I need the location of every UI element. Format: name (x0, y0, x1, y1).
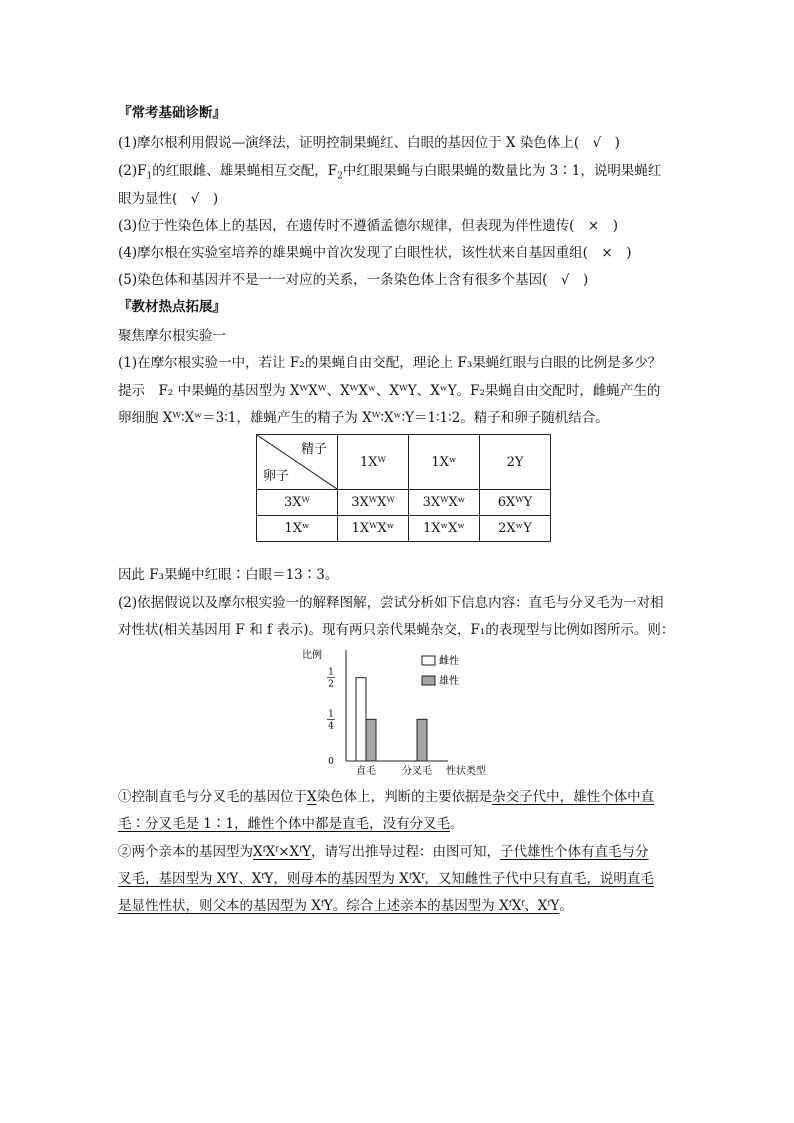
hint-line-2: 卵细胞 Xᵂ∶Xʷ＝3∶1，雄蝇产生的精子为 Xᵂ∶Xʷ∶Y＝1∶1∶2。精子和卵子随机结合。 (118, 410, 609, 426)
y-tick-label: 0 (328, 757, 334, 767)
legend-swatch (422, 656, 435, 665)
table-header-row (257, 435, 551, 490)
punnett-table (256, 434, 551, 542)
bar (366, 719, 376, 761)
statement-2-line-2: 眼为显性( √ ) (118, 191, 219, 207)
y-tick-numerator: 1 (328, 709, 334, 720)
answer-2-line-2: 叉毛，基因型为 XᶠY、XᶠY，则母本的基因型为 XᶠXᶠ，又知雌性子代中只有直毛，说明直毛 (118, 871, 654, 887)
x-axis-label: 性状类型 (446, 766, 486, 777)
table-col-head: 1Xᵂ (338, 435, 409, 490)
table-col-head: 1Xʷ (409, 435, 480, 490)
y-axis-label: 比例 (302, 650, 322, 661)
table-cell: 3XᵂXᵂ (338, 490, 409, 516)
question-2-line-2: 对性状(相关基因用 F 和 f 表示)。现有两只亲代果蝇杂交，F₁的表现型与比例如图所示。则： (118, 622, 675, 638)
statement-4: (4)摩尔根在实验室培养的雄果蝇中首次发现了白眼性状，该性状来自基因重组( × ) (118, 245, 632, 261)
question-2-line-1: (2)依据假说以及摩尔根实验一的解释图解，尝试分析如下信息内容：直毛与分叉毛为一对相 (118, 595, 664, 611)
question-1: (1)在摩尔根实验一中，若让 F₂的果蝇自由交配，理论上 F₃果蝇红眼与白眼的比例是多少？ (118, 355, 662, 371)
statement-1: (1)摩尔根利用假说—演绎法，证明控制果蝇红、白眼的基因位于 X 染色体上( √ ) (118, 135, 620, 151)
corner-label-egg: 卵子 (263, 469, 290, 484)
statement-2-line-1: $(2)F_1$的红眼雌、雄果蝇相互交配，$F_2$中红眼果蝇与白眼果蝇的数量比为 3∶1，说明果蝇红 (118, 163, 662, 182)
table-row (257, 516, 551, 542)
table-row-head: 1Xʷ (257, 516, 338, 542)
x-tick-label: 直毛 (356, 766, 376, 777)
statement-5: (5)染色体和基因并不是一一对应的关系，一条染色体上含有很多个基因( √ ) (118, 272, 589, 288)
table-row-head: 3Xᵂ (257, 490, 338, 516)
answer-1-line-2: 毛∶分叉毛是 1∶1，雌性个体中都是直毛，没有分叉毛。 (118, 816, 464, 832)
answer-2-line-1: ②两个亲本的基因型为XᶠXᶠ×XᶠY，请写出推导过程：由图可知，子代雄性个体有直毛与分 (118, 844, 649, 860)
focus-title: 聚焦摩尔根实验一 (118, 328, 226, 344)
bar (356, 678, 366, 761)
table-cell: 1XʷXʷ (409, 516, 480, 542)
answer-1-line-1: ①控制直毛与分叉毛的基因位于X染色体上，判断的主要依据是杂交子代中，雄性个体中直 (118, 789, 655, 805)
section-heading-basic-diagnosis: 『常考基础诊断』 (118, 105, 226, 121)
table-col-head: 2Y (480, 435, 551, 490)
table-cell: 2XʷY (480, 516, 551, 542)
y-tick-denominator: 4 (328, 721, 334, 732)
answer-2-line-3: 是显性性状，则父本的基因型为 XᶠY。综合上述亲本的基因型为 XᶠXᶠ、XᶠY。 (118, 898, 573, 914)
legend-swatch (422, 676, 435, 685)
y-tick-numerator: 1 (328, 667, 334, 678)
bar (417, 719, 427, 761)
table-cell: 1XᵂXʷ (338, 516, 409, 542)
y-tick-denominator: 2 (328, 679, 334, 690)
legend-label: 雄性 (439, 676, 459, 687)
trait-ratio-bar-chart (300, 640, 500, 780)
statement-3: (3)位于性染色体上的基因，在遗传时不遵循孟德尔规律，但表现为伴性遗传( × ) (118, 218, 618, 234)
legend-label: 雌性 (439, 656, 459, 667)
x-tick-label: 分叉毛 (402, 766, 432, 777)
table-cell: 3XᵂXʷ (409, 490, 480, 516)
table-cell: 6XᵂY (480, 490, 551, 516)
table-corner-cell (257, 435, 338, 490)
hint-line-1: 提示 F₂ 中果蝇的基因型为 XᵂXᵂ、XᵂXʷ、XᵂY、XʷY。F₂果蝇自由交配时，雌蝇产生的 (118, 383, 661, 399)
conclusion-line: 因此 F₃果蝇中红眼∶白眼＝13∶3。 (118, 567, 339, 583)
table-row (257, 490, 551, 516)
section-heading-textbook-extension: 『教材热点拓展』 (118, 299, 226, 315)
corner-label-sperm: 精子 (300, 442, 327, 457)
